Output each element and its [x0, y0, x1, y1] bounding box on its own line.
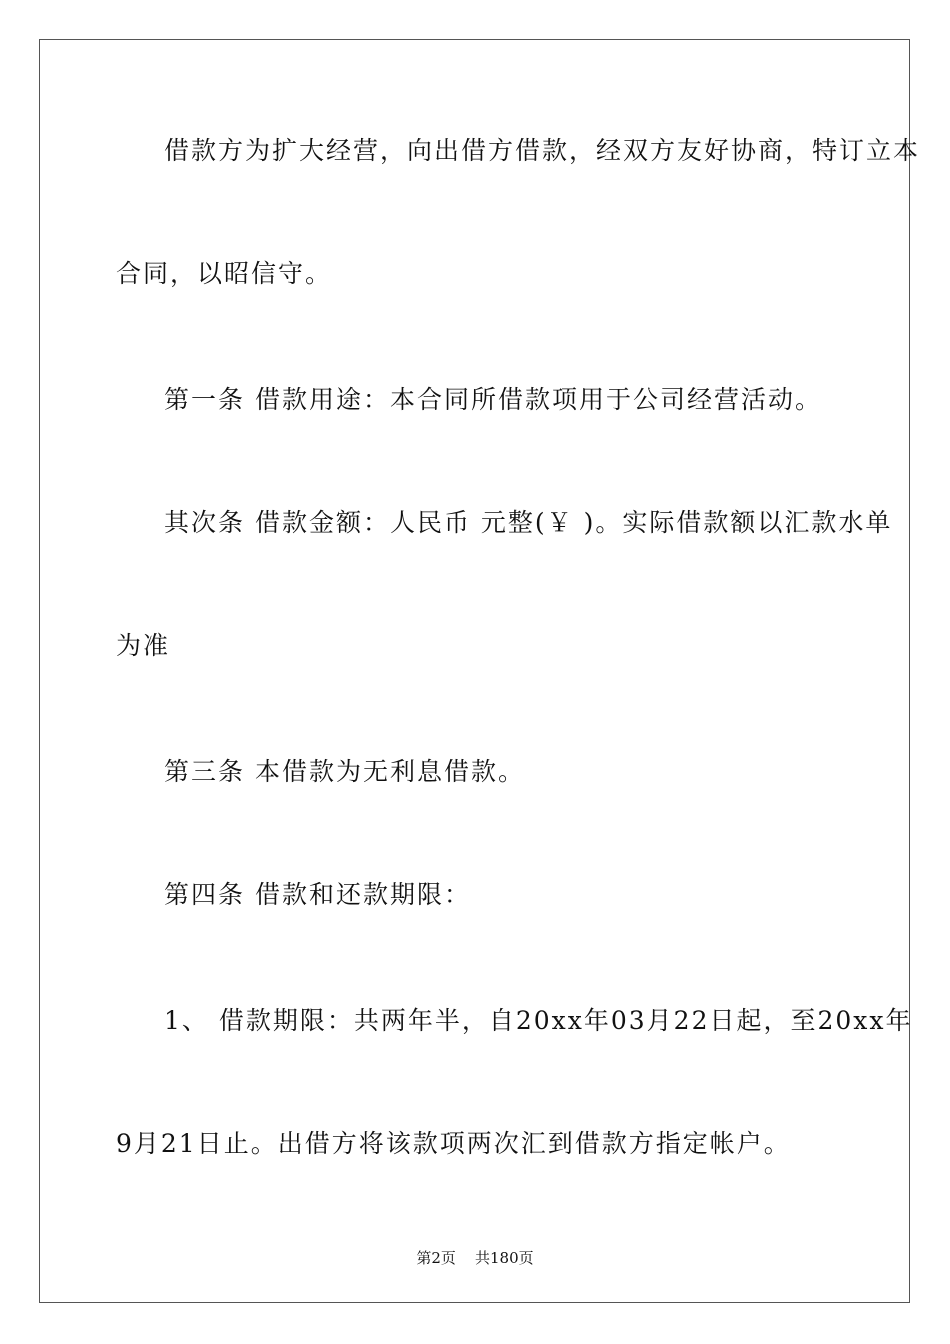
- clause-2-line-1: 其次条 借款金额：人民币 元整(￥ )。实际借款额以汇款水单: [164, 508, 893, 537]
- page-border: [39, 39, 910, 1303]
- clause-3: 第三条 本借款为无利息借款。: [164, 757, 525, 786]
- clause-1: 第一条 借款用途：本合同所借款项用于公司经营活动。: [164, 385, 822, 414]
- clause-4-heading: 第四条 借款和还款期限：: [164, 880, 471, 909]
- paragraph-intro-line-1: 借款方为扩大经营，向出借方借款，经双方友好协商，特订立本: [164, 136, 921, 165]
- page-number-footer: 第2页 共180页: [416, 1249, 534, 1267]
- clause-2-line-2: 为准: [116, 631, 171, 660]
- paragraph-intro-line-2: 合同，以昭信守。: [116, 259, 333, 288]
- clause-4-item-1-line-1: 1、 借款期限：共两年半，自20xx年03月22日起，至20xx年: [164, 1006, 913, 1035]
- clause-4-item-1-line-2: 9月21日止。出借方将该款项两次汇到借款方指定帐户。: [116, 1129, 791, 1158]
